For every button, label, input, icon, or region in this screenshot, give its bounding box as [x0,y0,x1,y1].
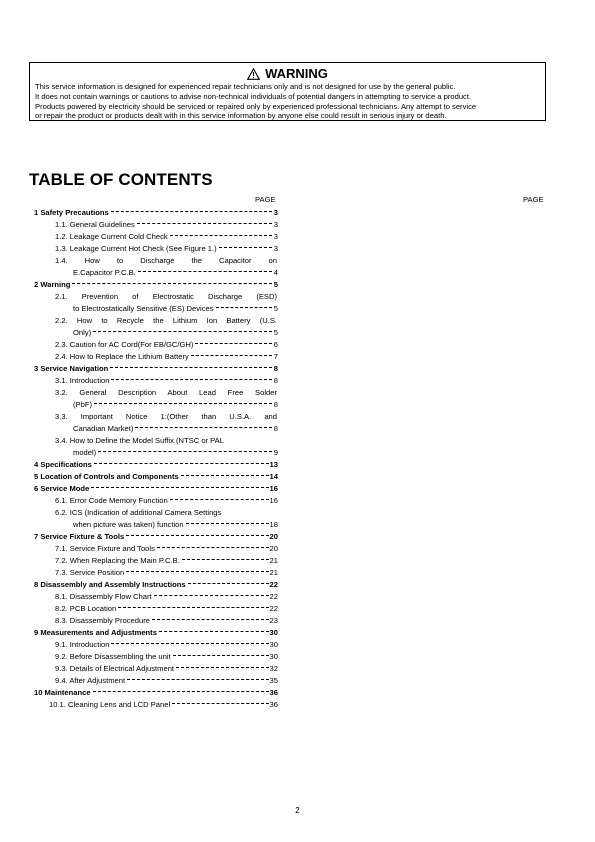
toc-leader-dots [91,487,268,488]
toc-section-row[interactable] [34,483,278,495]
toc-page-number: 3 [273,208,278,217]
toc-section-row[interactable] [34,459,278,471]
toc-entry [55,339,278,351]
toc-leader-dots [173,655,269,656]
toc-leader-dots [188,583,269,584]
toc-entry [55,315,278,327]
toc-leader-dots [126,571,268,572]
warning-line: Products powered by electricity should be serviced or repaired only by experienced professional technicians. Any attempt to service [35,101,477,111]
toc-entry-row[interactable] [34,567,278,579]
toc-entry [34,363,278,375]
toc-entry-label: 3 Service Navigation [34,364,109,373]
toc-page-number: 5 [273,328,278,337]
toc-entry [55,375,278,387]
warning-triangle-icon [247,68,260,80]
toc-leader-dots [181,475,269,476]
toc-leader-dots [110,367,272,368]
toc-section-row[interactable] [34,687,278,699]
toc-page-number: 32 [269,664,278,673]
toc-entry-label: 8 Disassembly and Assembly Instructions [34,580,186,589]
toc-entry-label: 1.4. How to Discharge the Capacitor on [55,256,277,265]
warning-title: WARNING [265,66,328,81]
toc-leader-dots [182,559,269,560]
toc-entry-label: 7.3. Service Position [55,568,125,577]
warning-line: It does not contain warnings or cautions to advise non-technical individuals of potential dangers in attempting to service a product. [35,91,472,101]
toc-entry [55,675,278,687]
toc-leader-dots [111,211,272,212]
toc-entry-row[interactable] [34,291,278,303]
toc-page-number: 13 [269,460,278,469]
toc-page-number: 7 [273,352,278,361]
toc-leader-dots [118,607,268,608]
toc-entry-row[interactable] [34,639,278,651]
toc-entry-row[interactable] [34,675,278,687]
toc-entry-label: 2.2. How to Recycle the Lithium Ion Battery (U.S. [55,316,277,325]
toc-page-number: 16 [269,496,278,505]
toc-section-row[interactable] [34,207,278,219]
toc-entry-row[interactable] [34,243,278,255]
toc-page-number: 18 [269,520,278,529]
toc-entry-label: Canadian Market) [73,424,134,433]
toc-entry-row[interactable] [34,303,278,315]
toc-entry-row[interactable] [34,615,278,627]
toc-entry [34,459,278,471]
toc-entry [73,267,278,279]
toc-leader-dots [135,427,272,428]
warning-heading [30,66,545,81]
toc-entry-row[interactable] [34,651,278,663]
toc-entry [55,603,278,615]
toc-page-number: 8 [273,400,278,409]
toc-leader-dots [72,283,272,284]
toc-page-number: 3 [273,232,278,241]
toc-entry-label: 3.3. Important Notice 1:(Other than U.S.A. and [55,412,277,421]
warning-line: This service information is designed for experienced repair technicians only and is not designed for use by the general public. [35,82,456,91]
toc-page-number: 30 [269,628,278,637]
toc-entry [73,303,278,315]
toc-entry-label: 8.1. Disassembly Flow Chart [55,592,152,601]
toc-entry-row[interactable] [34,495,278,507]
toc-page-number: 22 [269,592,278,601]
toc-entry-label: 8.2. PCB Location [55,604,117,613]
toc-entry [55,291,278,303]
toc-entry-row[interactable] [34,555,278,567]
toc-entry-label: 9.2. Before Disassembling the unit [55,652,171,661]
toc-entry-label: E.Capacitor P.C.B. [73,268,136,277]
toc-entry [55,219,278,231]
toc-entry [55,663,278,675]
toc-leader-dots [137,223,272,224]
toc-entry-row[interactable] [34,507,278,519]
warning-box [29,62,546,121]
toc-entry [55,435,225,447]
toc-entry [73,423,278,435]
toc-entry [34,207,278,219]
toc-leader-dots [170,235,272,236]
toc-entry-label: 1.1. General Guidelines [55,220,135,229]
toc-page-number: 22 [269,604,278,613]
page-column-header-left: PAGE [255,195,276,204]
toc-entry [55,543,278,555]
toc-entry-label: 8.3. Disassembly Procedure [55,616,150,625]
toc-entry [34,483,278,495]
toc-leader-dots [195,343,272,344]
toc-entry [34,279,278,291]
toc-entry-label: 9.4. After Adjustment [55,676,126,685]
toc-section-row[interactable] [34,579,278,591]
toc-section-row[interactable] [34,471,278,483]
toc-entry [34,687,278,699]
toc-entry [55,567,278,579]
toc-entry-row[interactable] [34,447,278,459]
toc-entry-label: 3.2. General Description About Lead Free Solder [55,388,277,397]
toc-entry-label: when picture was taken) function [73,520,184,529]
toc-section-row[interactable] [34,363,278,375]
toc-entry-label: 9 Measurements and Adjustments [34,628,157,637]
toc-leader-dots [126,535,268,536]
toc-entry [73,327,278,339]
toc-section-row[interactable] [34,531,278,543]
toc-page-number: 9 [273,448,278,457]
toc-entry-label: 10 Maintenance [34,688,91,697]
toc-section-row[interactable] [34,279,278,291]
toc-entry-row[interactable] [34,315,278,327]
toc-entry [55,639,278,651]
toc-leader-dots [98,451,272,452]
toc-entry-label: 3.1. Introduction [55,376,110,385]
toc-leader-dots [191,355,272,356]
toc-page-number: 36 [269,688,278,697]
toc-entry [73,399,278,411]
toc-leader-dots [176,667,269,668]
toc-entry [55,351,278,363]
toc-entry-label: model) [73,448,97,457]
toc-leader-dots [111,379,272,380]
toc-page-number: 21 [269,556,278,565]
toc-entry-label: 9.3. Details of Electrical Adjustment [55,664,175,673]
toc-page-number: 5 [273,304,278,313]
toc-page-number: 22 [269,580,278,589]
toc-entry [73,447,278,459]
toc-leader-dots [157,547,269,548]
toc-entry-row[interactable] [34,519,278,531]
toc-page-number: 14 [269,472,278,481]
toc-entry-label: 2.1. Prevention of Electrostatic Discharge (ESD) [55,292,277,301]
toc-leader-dots [186,523,269,524]
toc-leader-dots [154,595,269,596]
toc-page-number: 35 [269,676,278,685]
toc-entry-label: 7.1. Service Fixture and Tools [55,544,155,553]
toc-leader-dots [93,691,269,692]
toc-entry-label: to Electrostatically Sensitive (ES) Devices [73,304,214,313]
toc-entry-row[interactable] [34,267,278,279]
toc-entry-row[interactable] [34,351,278,363]
toc-leader-dots [94,463,269,464]
toc-entry-label: 6.2. ICS (Indication of additional Camera Settings [55,508,222,517]
toc-entry-row[interactable] [34,591,278,603]
toc-entry [55,495,278,507]
toc-entry [55,411,278,423]
toc-entry-label: (PbF) [73,400,92,409]
toc-entry [34,579,278,591]
warning-line: or repair the product or products dealt with in this service information by anyone else could result in serious injury or death. [35,111,447,121]
toc-leader-dots [152,619,269,620]
page-column-header-right: PAGE [523,195,544,204]
toc-entry-label: 1.3. Leakage Current Hot Check (See Figure 1.) [55,244,217,253]
toc-leader-dots [216,307,272,308]
toc-page-number: 4 [273,268,278,277]
toc-entry-label: 9.1. Introduction [55,640,110,649]
toc-entry-row[interactable] [34,423,278,435]
toc-entry-label: 1.2. Leakage Current Cold Check [55,232,168,241]
toc-entry-row[interactable] [34,219,278,231]
toc-entry-label: 2.3. Caution for AC Cord(For EB/GC/GH) [55,340,194,349]
toc-entry-label: 5 Location of Controls and Components [34,472,179,481]
toc-page-number: 20 [269,544,278,553]
toc-page-number: 8 [273,424,278,433]
toc-leader-dots [94,403,272,404]
toc-entry-row[interactable] [34,663,278,675]
toc-entry [55,507,222,519]
toc-entry [34,531,278,543]
toc-leader-dots [172,703,268,704]
toc-entry [55,387,278,399]
toc-entry [49,699,278,711]
page-number: 2 [295,806,300,815]
toc-entry-row[interactable] [34,387,278,399]
toc-entry [55,555,278,567]
toc-entry-label: 2.4. How to Replace the Lithium Battery [55,352,189,361]
toc-page-number: 6 [273,340,278,349]
toc-page-number: 3 [273,220,278,229]
toc-entry-row[interactable] [34,375,278,387]
toc-entry [73,519,278,531]
toc-entry [55,591,278,603]
toc-leader-dots [219,247,272,248]
toc-entry-row[interactable] [34,399,278,411]
toc-entry-row[interactable] [34,255,278,267]
warning-text [35,82,545,121]
toc-leader-dots [127,679,268,680]
toc-page-number: 8 [273,364,278,373]
toc-entry-row[interactable] [34,339,278,351]
toc-page-number: 8 [273,376,278,385]
toc-entry-label: 4 Specifications [34,460,92,469]
toc-page-number: 30 [269,640,278,649]
toc-entry-label: 6 Service Mode [34,484,90,493]
toc-entry-row[interactable] [34,231,278,243]
toc-leader-dots [138,271,272,272]
toc-entry-label: 7.2. When Replacing the Main P.C.B. [55,556,180,565]
toc-entry-label: 1 Safety Precautions [34,208,109,217]
toc-entry-label: Only) [73,328,92,337]
toc-page-number: 36 [269,700,278,709]
toc-leader-dots [170,499,269,500]
toc-leader-dots [159,631,269,632]
toc-page-number: 5 [273,280,278,289]
toc-entry [55,651,278,663]
toc-page-number: 20 [269,532,278,541]
toc-entry-row[interactable] [34,411,278,423]
toc-page-number: 30 [269,652,278,661]
toc-entry [34,627,278,639]
toc-entry [55,615,278,627]
toc-page-number: 3 [273,244,278,253]
toc-section-row[interactable] [34,627,278,639]
toc-entry-row[interactable] [34,543,278,555]
toc-entry-label: 6.1. Error Code Memory Function [55,496,168,505]
toc-entry-row[interactable] [34,699,278,711]
toc-entry-label: 10.1. Cleaning Lens and LCD Panel [49,700,171,709]
toc-page-number: 16 [269,484,278,493]
toc-entry-row[interactable] [34,327,278,339]
toc-entry [55,243,278,255]
toc-entry-label: 7 Service Fixture & Tools [34,532,125,541]
toc-title: TABLE OF CONTENTS [29,170,213,189]
toc-entry [34,471,278,483]
toc-entry [55,231,278,243]
toc-entry-label: 2 Warning [34,280,71,289]
toc-leader-dots [111,643,268,644]
toc-leader-dots [93,331,272,332]
toc-entry-row[interactable] [34,435,278,447]
toc-page-number: 23 [269,616,278,625]
toc-entry-row[interactable] [34,603,278,615]
toc-entry [55,255,278,267]
toc-page-number: 21 [269,568,278,577]
toc-entry-label: 3.4. How to Define the Model Suffix (NTSC or PAL [55,436,224,445]
